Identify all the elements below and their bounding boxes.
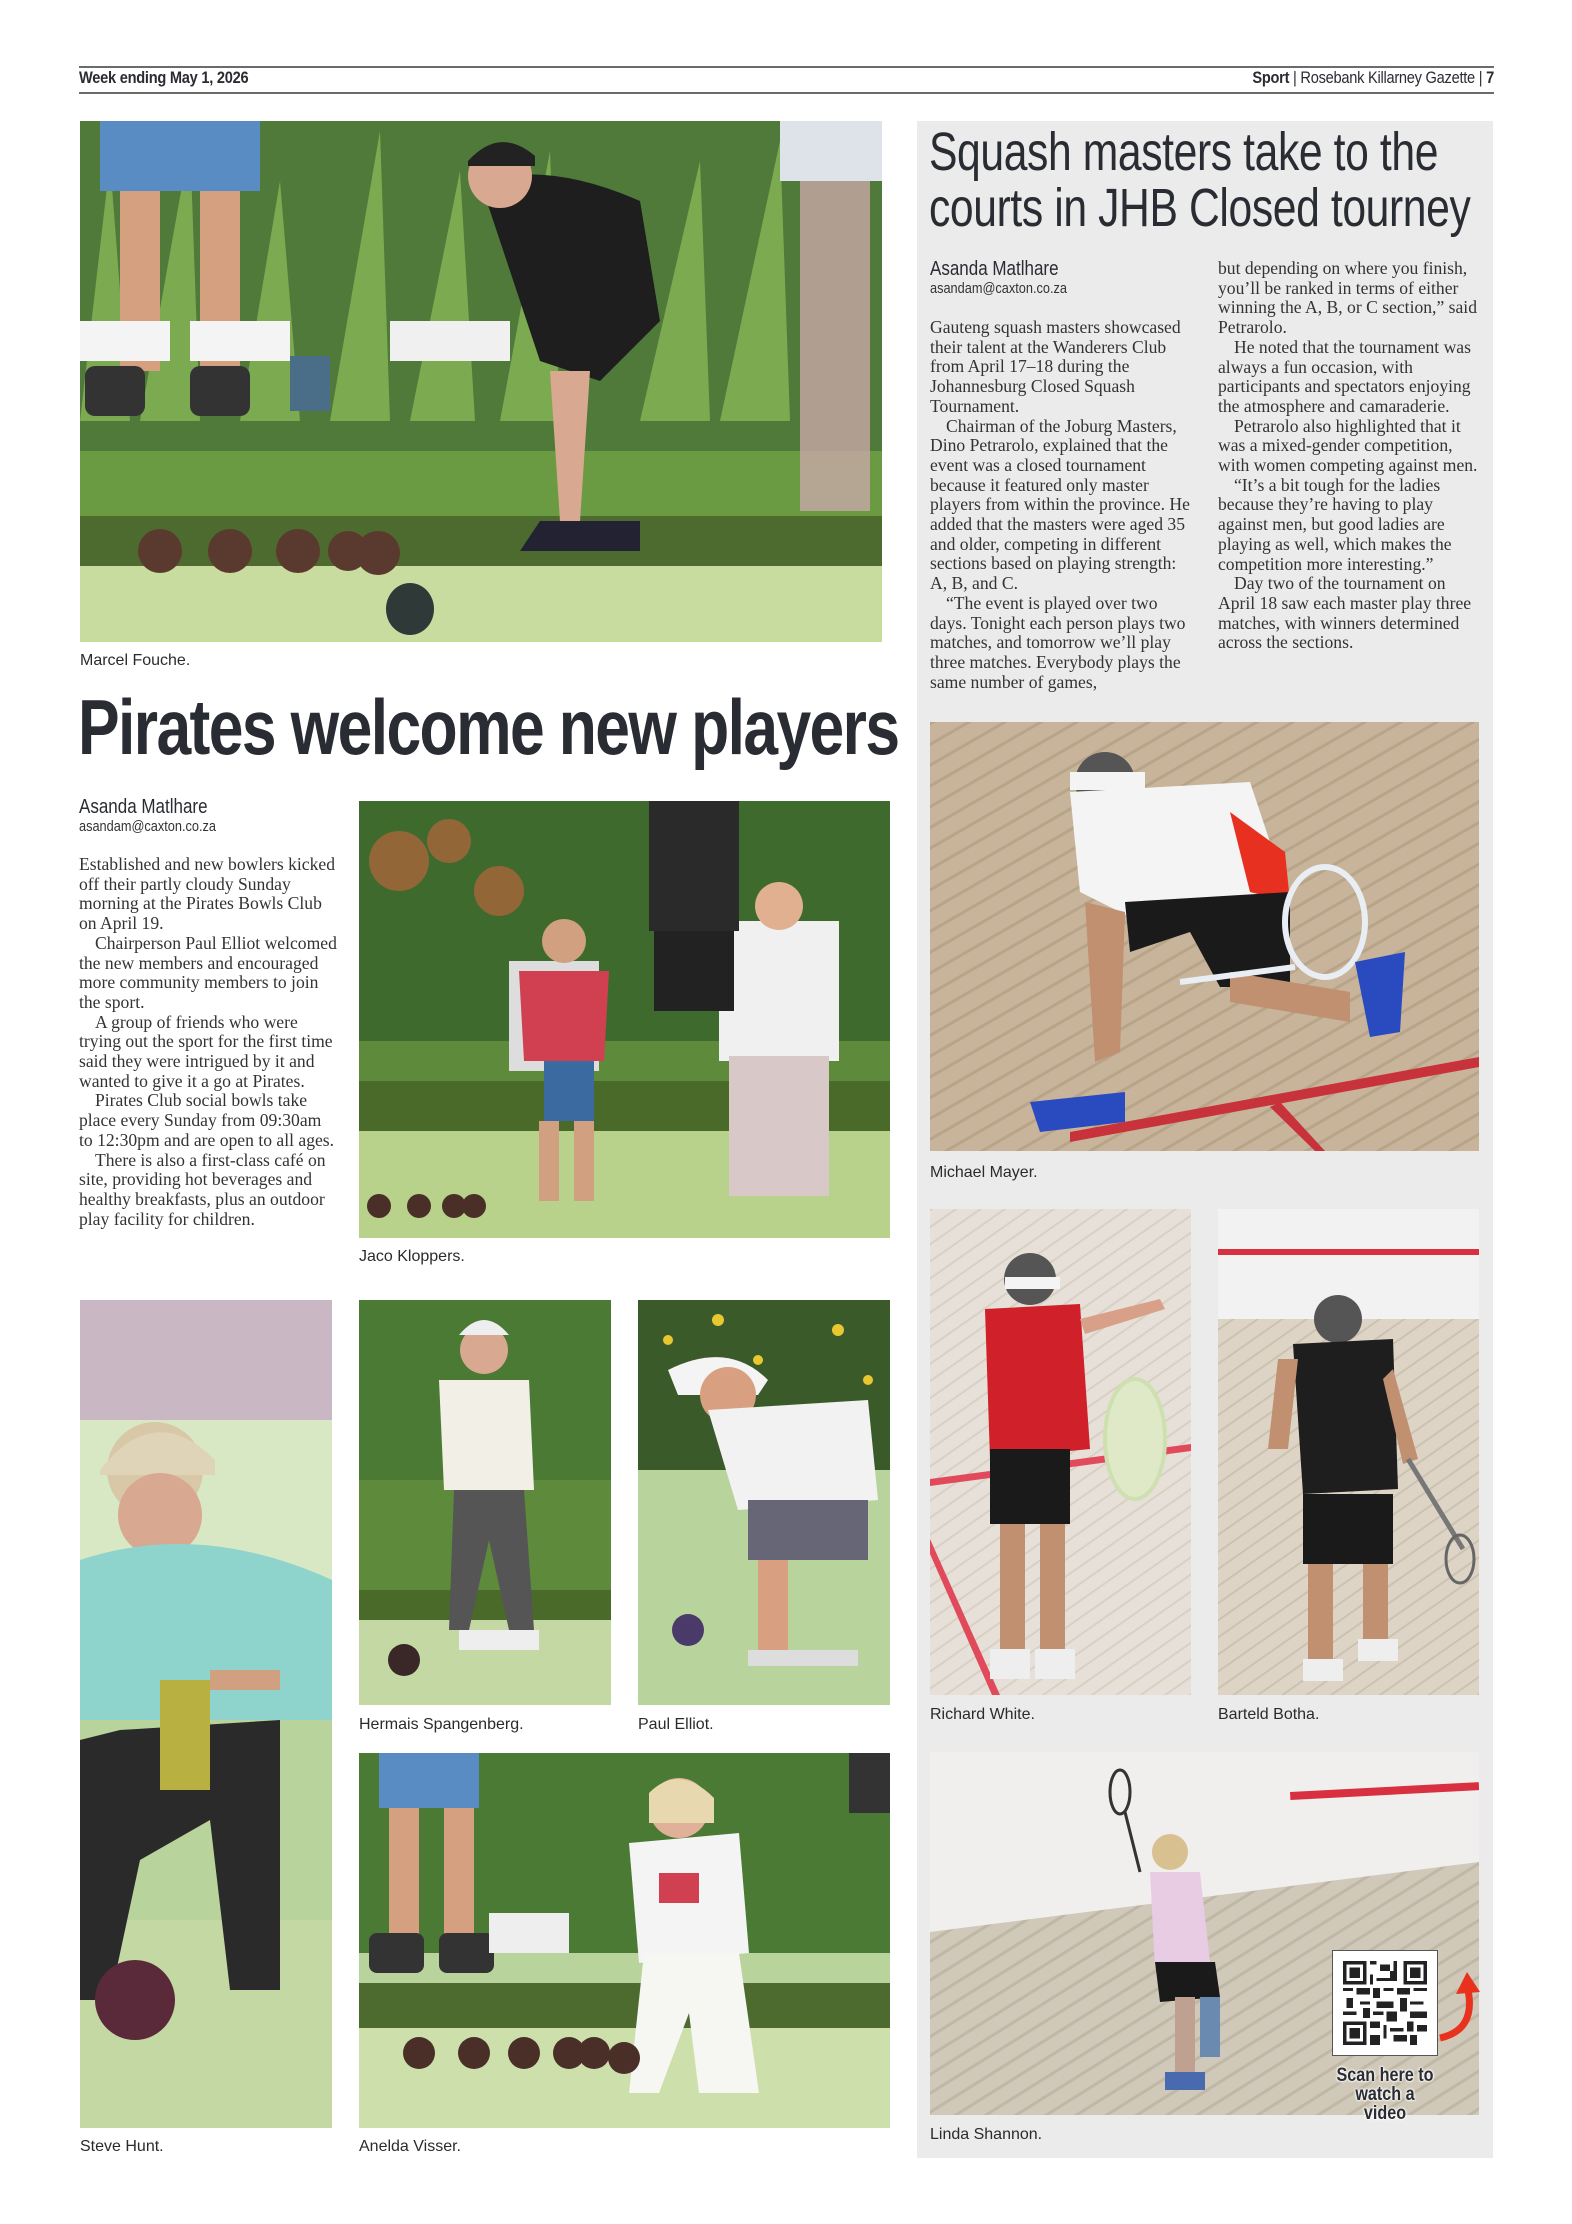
photo-caption: Paul Elliot. bbox=[638, 1716, 714, 1733]
photo-marcel-fouche bbox=[80, 121, 882, 642]
paragraph: Chairman of the Joburg Masters, Dino Petrarolo, explained that the event was a closed tournament because it featured only master players from within the province. He added that the masters were aged 35 and older, competing in different sections based on playing strength: A, B, and C. bbox=[930, 415, 1190, 594]
paragraph: Pirates Club social bowls take place every Sunday from 09:30am to 12:30pm and are open to all ages. bbox=[79, 1090, 335, 1150]
photo-caption: Anelda Visser. bbox=[359, 2138, 461, 2155]
pirates-author-email: asandam@caxton.co.za bbox=[79, 818, 216, 835]
paragraph: Gauteng squash masters showcased their talent at the Wanderers Club from April 17–18 during the Johannesburg Closed Squash Tournament. bbox=[930, 317, 1181, 416]
section-name: Sport bbox=[1252, 68, 1290, 87]
photo-caption: Richard White. bbox=[930, 1706, 1035, 1723]
paragraph: Day two of the tournament on April 18 saw each master play three matches, with winners determined across the sections. bbox=[1218, 573, 1472, 653]
photo-richard-white bbox=[930, 1209, 1191, 1695]
photo-caption: Barteld Botha. bbox=[1218, 1706, 1320, 1723]
qr-code-icon[interactable] bbox=[1332, 1950, 1438, 2056]
paragraph: “It’s a bit tough for the ladies because they’re having to play against men, but good ladies are playing as well, which makes the competition more interesting.” bbox=[1218, 474, 1452, 574]
squash-author: Asanda Matlhare bbox=[930, 258, 1059, 280]
photo-paul-elliot bbox=[638, 1300, 890, 1705]
photo-anelda-visser bbox=[359, 1753, 890, 2128]
page-number: 7 bbox=[1486, 68, 1494, 87]
paragraph: He noted that the tournament was always a fun occasion, with participants and spectators enjoying the atmosphere and camaraderie. bbox=[1218, 336, 1471, 416]
squash-body-col2 bbox=[1218, 259, 1480, 653]
paragraph: Chairperson Paul Elliot welcomed the new members and encouraged more community members to join the sport. bbox=[79, 932, 337, 1012]
photo-caption: Jaco Kloppers. bbox=[359, 1248, 465, 1265]
paragraph: Established and new bowlers kicked off their partly cloudy Sunday morning at the Pirates Bowls Club on April 19. bbox=[79, 854, 336, 934]
publication-name: Rosebank Killarney Gazette bbox=[1300, 68, 1475, 87]
pirates-author: Asanda Matlhare bbox=[79, 796, 208, 818]
squash-body-col1 bbox=[930, 318, 1190, 692]
photo-caption: Steve Hunt. bbox=[80, 2138, 164, 2155]
photo-hermais-spangenberg bbox=[359, 1300, 611, 1705]
photo-linda-shannon bbox=[930, 1752, 1479, 2115]
section-publication: Sport | Rosebank Killarney Gazette | 7 bbox=[1252, 68, 1494, 87]
issue-date: Week ending May 1, 2026 bbox=[79, 68, 249, 87]
pirates-body bbox=[79, 855, 337, 1229]
paragraph: “The event is played over two days. Tonight each person plays two matches, and tomorrow we’ll play three matches. Everybody plays the same number of games, bbox=[930, 592, 1186, 692]
photo-barteld-botha bbox=[1218, 1209, 1479, 1695]
photo-caption: Hermais Spangenberg. bbox=[359, 1716, 524, 1733]
squash-headline: Squash masters take to the courts in JHB Closed tourney bbox=[929, 122, 1471, 238]
header-bottom-rule bbox=[79, 92, 1494, 94]
pirates-headline: Pirates welcome new players bbox=[78, 683, 899, 771]
squash-author-email: asandam@caxton.co.za bbox=[930, 280, 1067, 297]
curved-arrow-icon bbox=[1436, 1968, 1486, 2048]
photo-steve-hunt bbox=[80, 1300, 332, 2128]
photo-michael-mayer bbox=[930, 722, 1479, 1151]
photo-caption: Marcel Fouche. bbox=[80, 652, 191, 669]
paragraph: There is also a first-class café on site, providing hot beverages and healthy breakfasts, plus an outdoor play facility for children. bbox=[79, 1149, 326, 1229]
paragraph: Petrarolo also highlighted that it was a mixed-gender competition, with women competing against men. bbox=[1218, 415, 1478, 476]
paragraph: A group of friends who were trying out the sport for the first time said they were intrigued by it and wanted to give it a go at Pirates. bbox=[79, 1011, 333, 1091]
photo-jaco-kloppers bbox=[359, 801, 890, 1238]
photo-caption: Linda Shannon. bbox=[930, 2126, 1043, 2143]
paragraph: but depending on where you finish, you’ll be ranked in terms of either winning the A, B, or C section,” said Petrarolo. bbox=[1218, 258, 1477, 338]
photo-caption: Michael Mayer. bbox=[930, 1164, 1038, 1181]
qr-label: Scan here to watch a video bbox=[1336, 2065, 1434, 2124]
